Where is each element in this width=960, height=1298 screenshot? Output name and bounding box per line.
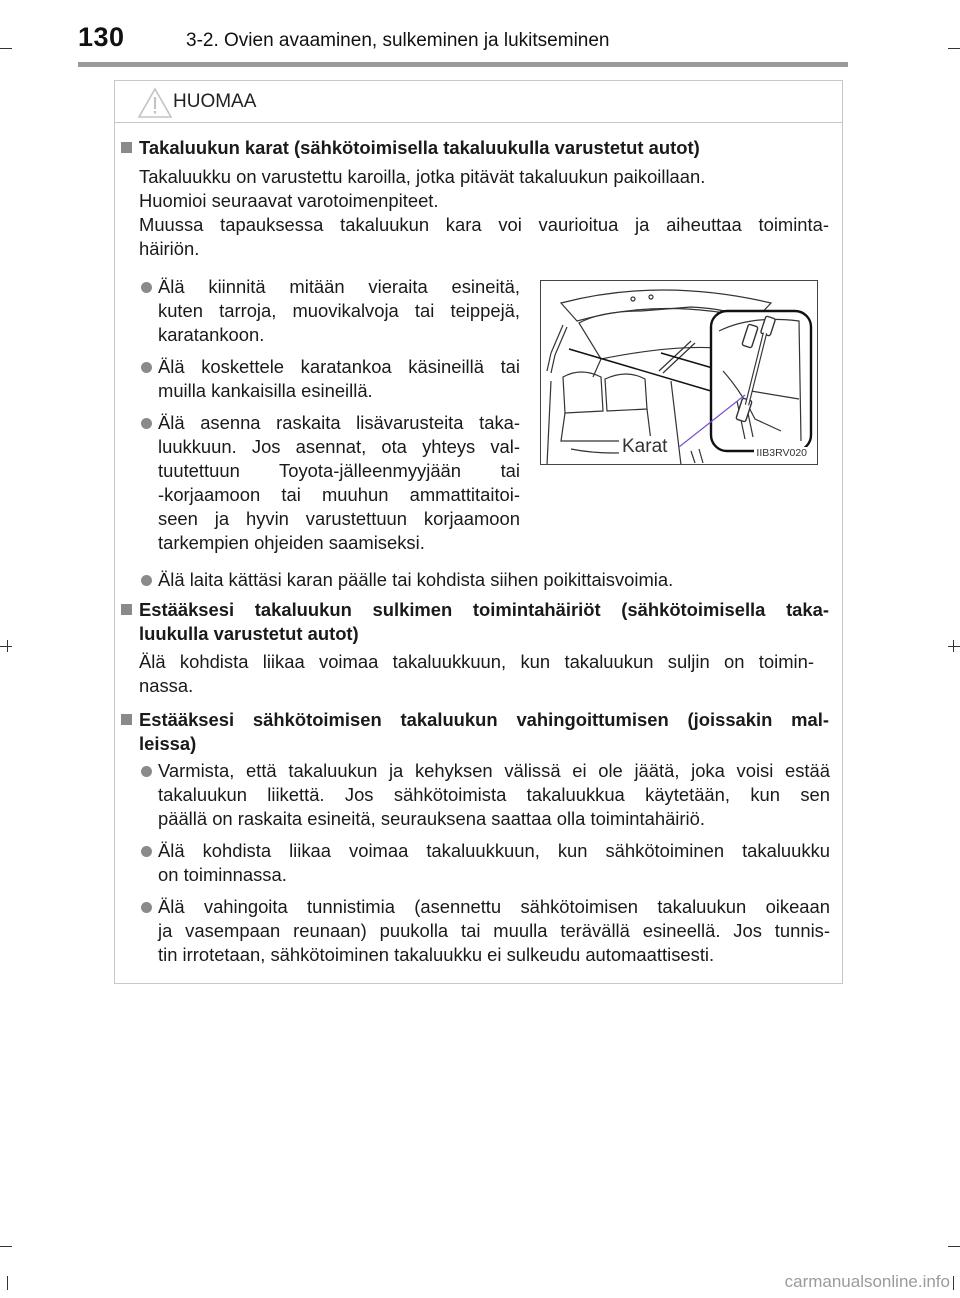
section-heading: Estääksesi takaluukun sulkimen toimintahäiriöt (sähkötoimisella taka- [139, 599, 829, 620]
bullet-text: Älä kiinnitä mitään vieraita esineitä, [158, 276, 520, 297]
bullet-dot [141, 846, 152, 857]
crop-mark [953, 640, 954, 652]
tailgate-struts-illustration [540, 280, 818, 465]
bullet-text: Älä koskettele karatankoa käsineillä tai [158, 356, 520, 377]
crop-mark [948, 646, 960, 647]
figure-code: IIB3RV020 [756, 447, 807, 459]
paragraph: Älä kohdista liikaa voimaa takaluukkuun, kun takaluukun suljin on toimin- [139, 651, 814, 672]
figure-label: Karat [619, 436, 670, 458]
paragraph: Huomioi seuraavat varotoimenpiteet. [139, 190, 439, 211]
section-heading: Estääksesi sähkötoimisen takaluukun vahingoittumisen (joissakin mal- [139, 709, 829, 730]
header-rule [78, 62, 848, 67]
section-title: 3-2. Ovien avaaminen, sulkeminen ja lukitseminen [186, 30, 610, 51]
section-marker [121, 142, 132, 153]
tailgate-drawing [541, 281, 818, 465]
bullet-text: muilla kankaisilla esineillä. [158, 380, 373, 401]
notice-title: HUOMAA [173, 91, 257, 112]
warning-triangle-icon [137, 87, 173, 119]
crop-mark [953, 1276, 954, 1290]
bullet-text: Älä asenna raskaita lisävarusteita taka- [158, 412, 520, 433]
bullet-dot [141, 418, 152, 429]
bullet-text: luukkuun. Jos asennat, ota yhteys val- [158, 436, 520, 457]
page-number: 130 [78, 22, 125, 52]
bullet-text: Varmista, että takaluukun ja kehyksen välissä ei ole jäätä, joka voisi estää [158, 760, 830, 781]
bullet-text: tin irrotetaan, sähkötoiminen takaluukku ei sulkeudu automaattisesti. [158, 944, 715, 965]
bullet-text: karatankoon. [158, 324, 265, 345]
paragraph: Muussa tapauksessa takaluukun kara voi vaurioitua ja aiheuttaa toiminta- [139, 214, 829, 235]
bullet-dot [141, 362, 152, 373]
bullet-text: Älä kohdista liikaa voimaa takaluukkuun, kun sähkötoiminen takaluukku [158, 840, 830, 861]
crop-mark [948, 1246, 960, 1247]
bullet-text: on toiminnassa. [158, 864, 287, 885]
crop-mark [0, 1246, 12, 1247]
bullet-text: takaluukun liikettä. Jos sähkötoimista takaluukkua käytetään, kun sen [158, 784, 830, 805]
section-heading: Takaluukun karat (sähkötoimisella takaluukulla varustetut autot) [139, 137, 700, 158]
bullet-text: päällä on raskaita esineitä, seurauksena saattaa olla toimintahäiriö. [158, 808, 705, 829]
section-marker [121, 714, 132, 725]
bullet-text: Älä laita kättäsi karan päälle tai kohdista siihen poikittaisvoimia. [158, 569, 674, 590]
crop-mark [7, 1276, 8, 1290]
site-watermark: carmanualsonline.info [784, 1272, 950, 1291]
bullet-text: ja vasempaan reunaan) puukolla tai muulla terävällä esineellä. Jos tunnis- [158, 920, 830, 941]
bullet-text: Älä vahingoita tunnistimia (asennettu sähkötoimisen takaluukun oikeaan [158, 896, 830, 917]
bullet-dot [141, 575, 152, 586]
crop-mark [0, 646, 12, 647]
page-header [0, 0, 960, 70]
paragraph: häiriön. [139, 238, 200, 259]
notice-header [115, 81, 842, 123]
section-marker [121, 604, 132, 615]
paragraph: nassa. [139, 675, 194, 696]
section-heading: luukulla varustetut autot) [139, 623, 359, 644]
bullet-text: kuten tarroja, muovikalvoja tai teippejä, [158, 300, 520, 321]
bullet-dot [141, 282, 152, 293]
bullet-text: -korjaamoon tai muuhun ammattitaitoi- [158, 484, 520, 505]
bullet-text: seen ja hyvin varustettuun korjaamoon [158, 508, 520, 529]
bullet-dot [141, 902, 152, 913]
section-heading: leissa) [139, 733, 197, 754]
bullet-dot [141, 766, 152, 777]
paragraph: Takaluukku on varustettu karoilla, jotka pitävät takaluukun paikoillaan. [139, 166, 706, 187]
bullet-text: tarkempien ohjeiden saamiseksi. [158, 532, 425, 553]
bullet-text: tuutettuun Toyota-jälleenmyyjään tai [158, 460, 520, 481]
